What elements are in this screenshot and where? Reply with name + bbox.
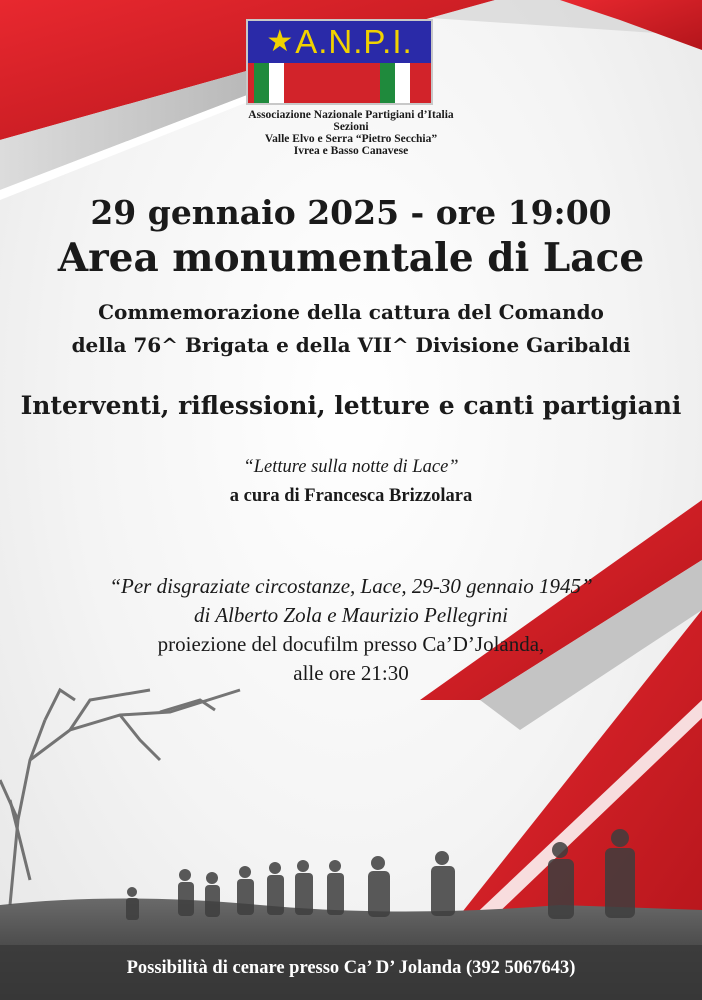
film-title: “Per disgraziate circostanze, Lace, 29-30 gennaio 1945” — [109, 574, 593, 598]
film-screening: proiezione del docufilm presso Ca’D’Jolanda, — [157, 632, 545, 656]
star-icon: ★ — [266, 24, 294, 59]
commemoration-line-2: della 76^ Brigata e della VII^ Divisione Garibaldi — [71, 333, 631, 357]
program-text: Interventi, riflessioni, letture e canti partigiani — [20, 391, 682, 420]
reading-title: “Letture sulla notte di Lace” — [243, 457, 459, 477]
event-place: Area monumentale di Lace — [57, 235, 645, 281]
association-header — [0, 109, 702, 157]
film-authors: di Alberto Zola e Maurizio Pellegrini — [193, 603, 508, 627]
logo-flags-band — [248, 63, 431, 103]
section-valle-elvo: Valle Elvo e Serra “Pietro Secchia” — [264, 133, 438, 145]
film-time: alle ore 21:30 — [293, 661, 409, 685]
commemoration-text — [0, 296, 702, 362]
association-name: Associazione Nazionale Partigiani d’Italia — [248, 109, 454, 121]
tree-silhouette — [0, 690, 240, 905]
italian-flag-right — [380, 63, 425, 103]
dinner-info: Possibilità di cenare presso Ca’ D’ Jolanda (392 5067643) — [126, 958, 576, 978]
logo-text: A.N.P.I. — [295, 23, 413, 60]
commemoration-line-1: Commemorazione della cattura del Comando — [98, 300, 604, 324]
section-ivrea: Ivrea e Basso Canavese — [293, 145, 409, 157]
sections-label: Sezioni — [333, 121, 369, 133]
logo-top-band — [248, 21, 431, 63]
film-block — [0, 572, 702, 688]
reading-block — [0, 453, 702, 511]
event-date-time: 29 gennaio 2025 - ore 19:00 — [90, 193, 612, 232]
reading-curator: a cura di Francesca Brizzolara — [229, 486, 473, 506]
anpi-logo — [246, 19, 433, 105]
italian-flag-left — [254, 63, 299, 103]
